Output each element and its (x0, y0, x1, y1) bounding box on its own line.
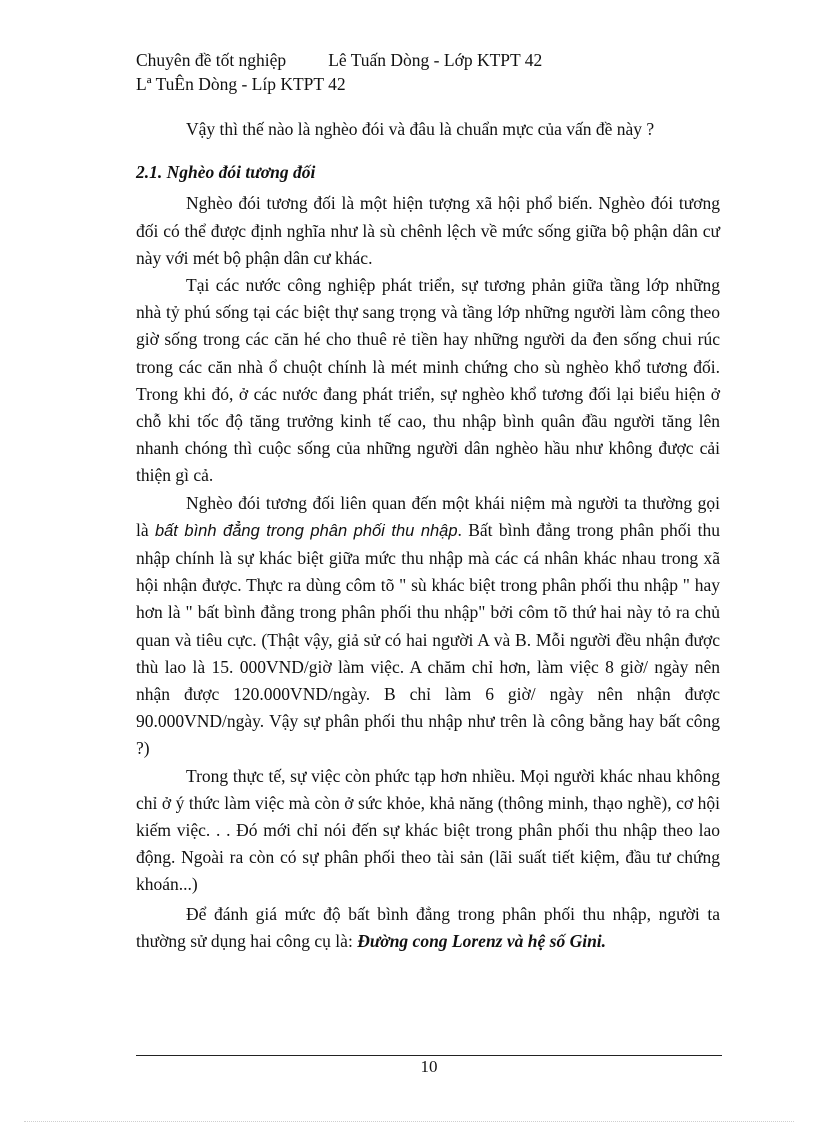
intro-question: Vậy thì thế nào là nghèo đói và đâu là chuẩn mực của vấn đề này ? (186, 119, 655, 139)
paragraph-1: Nghèo đói tương đối là một hiện tượng xã hội phổ biến. Nghèo đói tương đối có thể được định nghĩa như là sù chênh lệch về mức sống giữa bộ phận dân cư này với mét bộ phận dân cư khác. (136, 193, 720, 268)
page-number: 10 (420, 1057, 438, 1076)
paragraph-3-rest: . Bất bình đẳng trong phân phối thu nhập chính là sự khác biệt giữa mức thu nhập mà các cá nhân khác nhau trong xã hội nhận được. Thực ra dùng côm tõ " sù khác biệt trong phân phối thu nhập " hay hơn là " bất bình đẳng trong phân phối thu nhập" bởi côm tõ thứ hai này tỏ ra chủ quan và tiêu cực. (Thật vậy, giả sử có hai người A và B. Mỗi người đều nhận được thù lao là 15. 000VND/giờ làm việc. A chăm chỉ hơn, làm việc 8 giờ/ ngày nên nhận được 120.000VND/ngày. B chỉ làm 6 giờ/ ngày nên nhận được 90.000VND/ngày. Vậy sự phân phối thu nhập như trên là công bằng hay bất công ?) (136, 519, 720, 759)
running-header (136, 48, 542, 96)
inequality-term: bất bình đẳng trong phân phối thu nhập (154, 521, 458, 540)
section-heading: 2.1. Nghèo đói tương đối (136, 162, 316, 183)
footer-divider (136, 1055, 722, 1056)
body-text (136, 116, 720, 955)
paragraph-3 (136, 490, 720, 763)
header-doc-label: Chuyên đề tốt nghiệp (136, 50, 287, 70)
paragraph-4: Trong thực tế, sự việc còn phức tạp hơn nhiều. Mọi người khác nhau không chỉ ở ý thức làm việc mà còn ở sức khỏe, khả năng (thông minh, thạo nghề), cơ hội kiếm việc. . . Đó mới chỉ nói đến sự khác biệt trong phân phối thu nhập theo lao động. Ngoài ra còn có sự phân phối theo tài sản (lãi suất tiết kiệm, đầu tư chứng khoán...) (136, 765, 720, 895)
paragraph-5 (136, 901, 720, 955)
tools-term: Đường cong Lorenz và hệ số Gini. (357, 930, 607, 951)
header-line-2: Lª TuÊn Dòng - Líp KTPT 42 (136, 74, 346, 94)
paragraph-2: Tại các nước công nghiệp phát triển, sự tương phản giữa tầng lớp những nhà tỷ phú sống tại các biệt thự sang trọng và tầng lớp những người làm công theo giờ sống trong các căn hé cho thuê rẻ tiền hay những người da đen sống chui rúc trong các căn nhà ổ chuột chính là mét minh chứng cho sù nghèo khổ tương đối. Trong khi đó, ở các nước đang phát triển, sự nghèo khổ tương đối lại biểu hiện ở chỗ khi tốc độ tăng trưởng kinh tế cao, thu nhập bình quân đầu người tăng lên nhanh chóng thì cuộc sống của những người dân nghèo hầu như không được cải thiện gì cả. (136, 275, 720, 486)
page-edge-divider (24, 1121, 794, 1122)
header-author: Lê Tuấn Dòng - Lớp KTPT 42 (328, 50, 543, 70)
paragraph-3-start: Nghèo đói tương đối liên quan đến một khái niệm mà người ta thường gọi là (136, 492, 720, 540)
paragraph-5-start: Để đánh giá mức độ bất bình đẳng trong phân phối thu nhập, người ta thường sử dụng hai công cụ là: (136, 903, 720, 951)
header-line-1 (136, 48, 542, 72)
